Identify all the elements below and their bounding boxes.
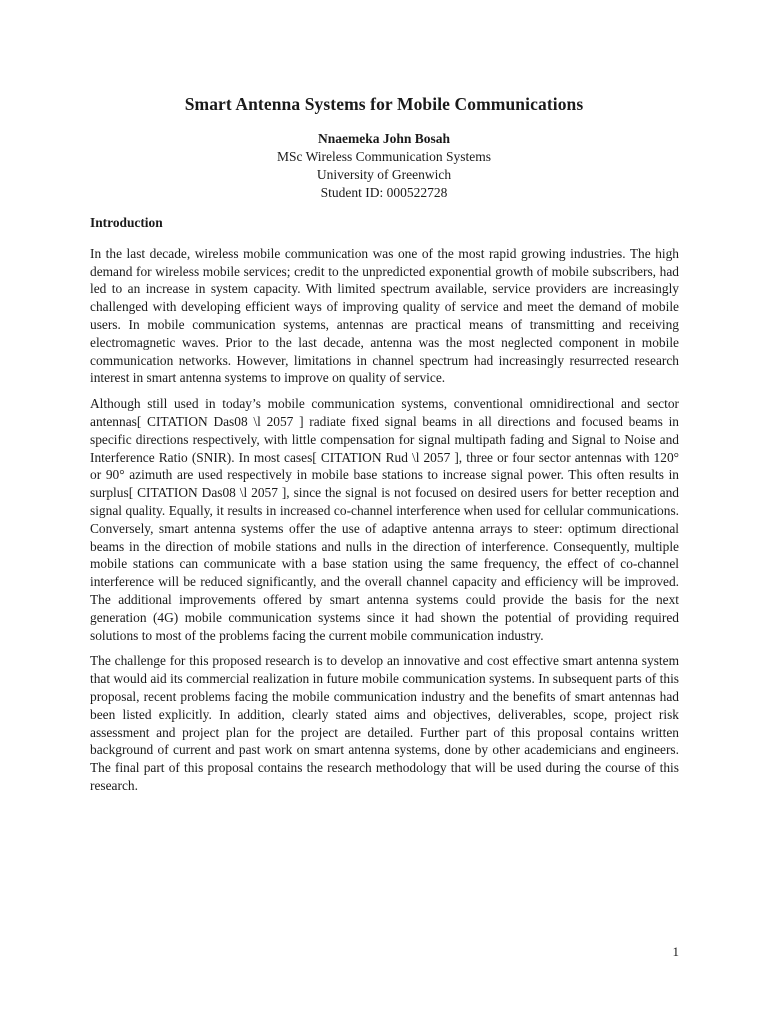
paragraph-2: Although still used in today’s mobile communication systems, conventional omnidirectional and sector antennas[ CITATION Das08 \l 2057 ] radiate fixed signal beams in all directions and focused beams in specific directions respectively, with little compensation for signal multipath fading and Signal to Noise and Interference Ratio (SNIR). In most cases[ CITATION Rud \l 2057 ], three or four sector antennas with 120° or 90° azimuth are used respectively in mobile base stations to increase signal power. This often results in surplus[ CITATION Das08 \l 2057 ], since the signal is not focused on desired users for better reception and signal quality. Equally, it results in increased co-channel interference when used for cellular communications. Conversely, smart antenna systems offer the use of adaptive antenna arrays to steer: optimum directional beams in the direction of mobile stations and nulls in the direction of interference. Consequently, multiple mobile stations can communicate with a base station using the same frequency, the effect of co-channel interference will be reduced significantly, and the overall channel capacity and efficiency will be improved. The additional improvements offered by smart antenna systems could provide the basis for the next generation (4G) mobile communication systems since it had shown the potential of providing required solutions to most of the problems facing the current mobile communication industry.	[90, 396, 679, 643]
section-heading-introduction: Introduction	[90, 215, 163, 230]
author-program: MSc Wireless Communication Systems	[276, 149, 492, 164]
author-student-id: Student ID: 000522728	[320, 185, 448, 200]
document-body	[90, 214, 679, 803]
author-block	[0, 130, 768, 202]
author-name: Nnaemeka John Bosah	[317, 131, 451, 146]
author-university: University of Greenwich	[316, 167, 452, 182]
paragraph-1: In the last decade, wireless mobile communication was one of the most rapid growing industries. The high demand for wireless mobile services; credit to the unpredicted exponential growth of mobile subscribers, had led to an increase in system capacity. With limited spectrum available, service providers are increasingly challenged with developing efficient ways of improving quality of service and meet the demand of mobile users. In mobile communication systems, antennas are practical means of transmitting and receiving electromagnetic waves. Prior to the last decade, antenna was the most neglected component in mobile communication networks. However, limitations in channel spectrum had increasingly resurrected research interest in smart antenna systems to improve on quality of service.	[90, 245, 679, 386]
paragraph-3: The challenge for this proposed research is to develop an innovative and cost effective smart antenna system that would aid its commercial realization in future mobile communication systems. In subsequent parts of this proposal, recent problems facing the mobile communication industry and the benefits of smart antennas had been listed explicitly. In addition, clearly stated aims and objectives, deliverables, scope, project risk assessment and project plan for the project are detailed. Further part of this proposal contains written background of current and past work on smart antenna systems, done by other academicians and engineers. The final part of this proposal contains the research methodology that will be used during the course of this research.	[90, 653, 679, 793]
document-title: Smart Antenna Systems for Mobile Communications	[184, 94, 584, 114]
page-number: 1	[672, 944, 679, 959]
